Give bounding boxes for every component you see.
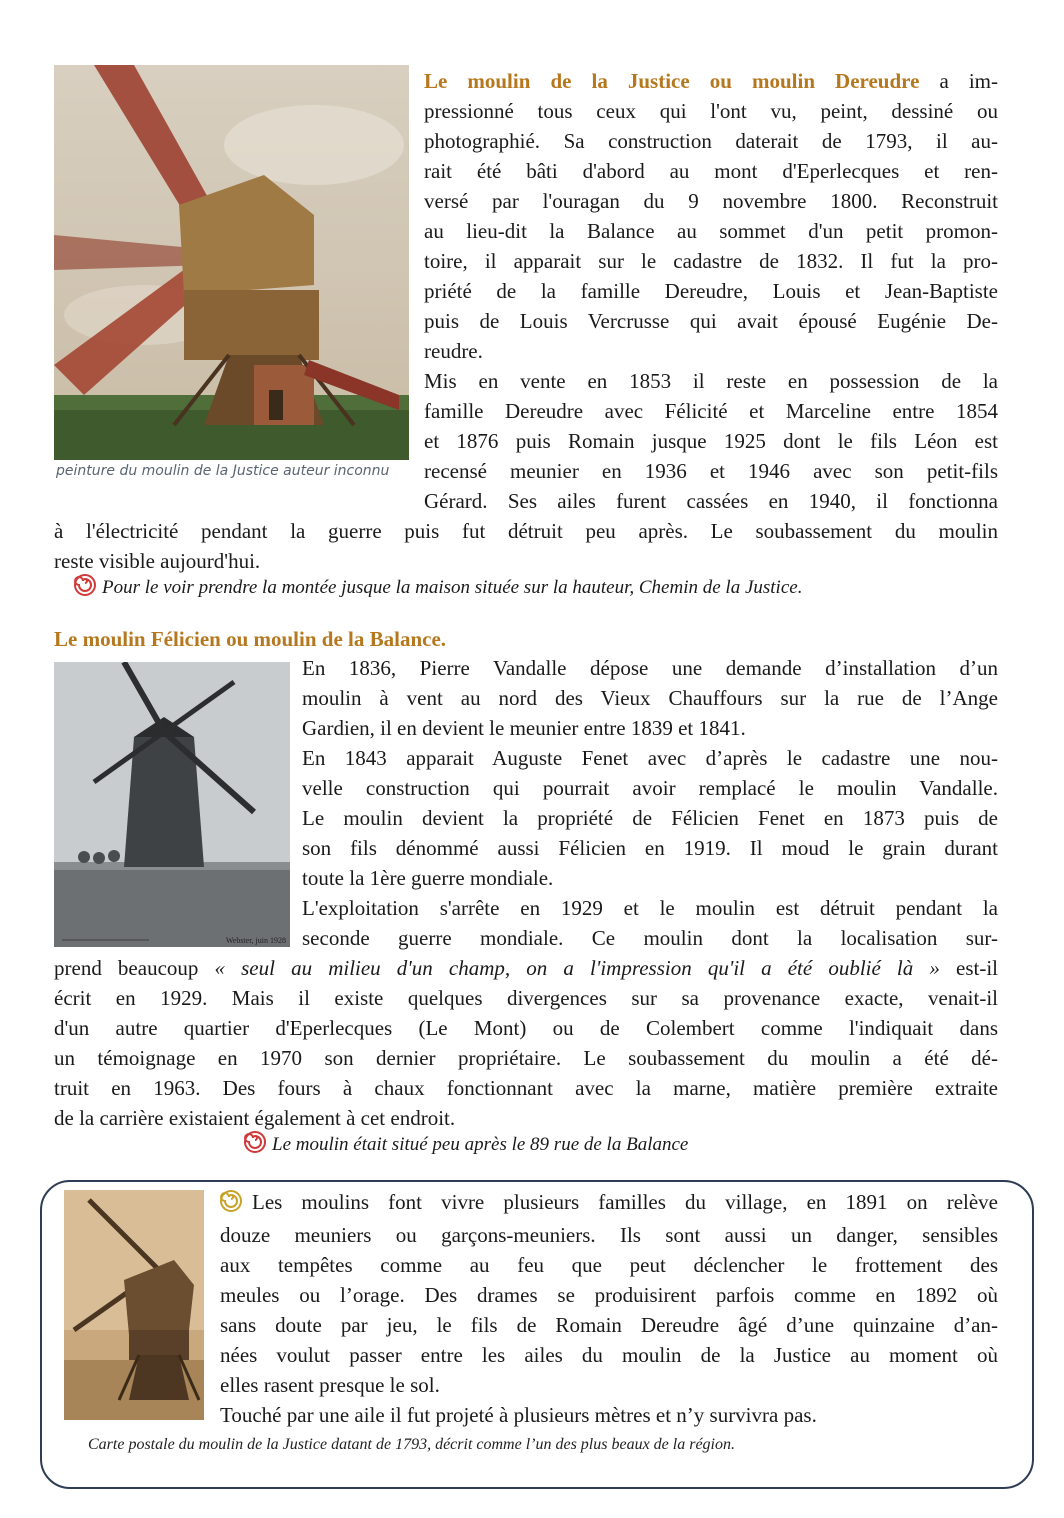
- painting-caption: peinture du moulin de la Justice auteur inconnu: [56, 463, 390, 479]
- section1-line: Mis en vente en 1853 il reste en possession de la: [424, 369, 998, 393]
- felicien-mill-photo: [54, 662, 290, 947]
- section1-line: famille Dereudre avec Félicité et Marceline entre 1854: [424, 399, 998, 423]
- section2-note: Le moulin était situé peu après le 89 rue de la Balance: [244, 1131, 944, 1159]
- box-line: sans doute par jeu, le fils de Romain Dereudre âgé d’une quinzaine d’an-: [220, 1313, 998, 1337]
- section2-line: écrit en 1929. Mais il existe quelques divergences sur sa provenance exacte, venait-il: [54, 986, 998, 1010]
- section1-line: toire, il apparait sur le cadastre de 1832. Il fut la pro-: [424, 249, 998, 273]
- section2-line: En 1843 apparait Auguste Fenet avec d’après le cadastre une nou-: [302, 746, 998, 770]
- section1-line: priété de la famille Dereudre, Louis et Jean-Baptiste: [424, 279, 998, 303]
- section1-line: rait été bâti d'abord au mont d'Eperlecques et ren-: [424, 159, 998, 183]
- box-text: [220, 1187, 998, 1430]
- spiral-icon: [220, 1190, 242, 1220]
- section2-title: Le moulin Félicien ou moulin de la Balance.: [54, 627, 447, 651]
- spiral-icon: [244, 1131, 266, 1159]
- box-line: elles rasent presque le sol.: [220, 1373, 440, 1397]
- section1-note: Pour le voir prendre la montée jusque la maison située sur la hauteur, Chemin de la Justice.: [74, 574, 1004, 602]
- section1-first-line: Le moulin de la Justice ou moulin Dereudre a im-: [424, 69, 999, 93]
- section2-quote: « seul au milieu d'un champ, on a l'impression qu'il a été oublié là »: [214, 956, 940, 980]
- section1-line: à l'électricité pendant la guerre puis fut détruit peu après. Le soubassement du moulin: [54, 519, 998, 543]
- box-line: douze meuniers ou garçons-meuniers. Ils sont aussi un danger, sensibles: [220, 1223, 998, 1247]
- box-line: meules ou l’orage. Des drames se produisirent parfois comme en 1892 où: [220, 1283, 998, 1307]
- box-line: nées voulut passer entre les ailes du moulin de la Justice au moment où: [220, 1343, 998, 1367]
- section1-line: photographié. Sa construction daterait de 1793, il au-: [424, 129, 998, 153]
- section1-text: [424, 66, 998, 516]
- section2-line: d'un autre quartier d'Eperlecques (Le Mont) ou de Colembert comme l'indiquait dans: [54, 1016, 998, 1040]
- section2-line: truit en 1963. Des fours à chaux fonctionnant avec la marne, matière première extraite: [54, 1076, 998, 1100]
- section2-text: [302, 653, 998, 953]
- section1-line: au lieu-dit la Balance au sommet d'un petit promon-: [424, 219, 998, 243]
- justice-mill-painting: [54, 65, 409, 460]
- photo-credit: Webster, juin 1928: [225, 936, 286, 945]
- box-line: aux tempêtes comme au feu que peut déclencher le frottement des: [220, 1253, 998, 1277]
- box-line: Les moulins font vivre plusieurs familles du village, en 1891 on relève: [220, 1187, 998, 1220]
- section1-line: recensé meunier en 1936 et 1946 avec son petit-fils: [424, 459, 998, 483]
- section2-line: seconde guerre mondiale. Ce moulin dont la localisation sur-: [302, 926, 998, 950]
- section2-line: Le moulin devient la propriété de Félicien Fenet en 1873 puis de: [302, 806, 998, 830]
- section2-line: velle construction qui pourrait avoir remplacé le moulin Vandalle.: [302, 776, 998, 800]
- section2-line: En 1836, Pierre Vandalle dépose une demande d’installation d’un: [302, 656, 998, 680]
- section1-title: Le moulin de la Justice ou moulin Dereudre: [424, 69, 920, 93]
- section1-line: versé par l'ouragan du 9 novembre 1800. Reconstruit: [424, 189, 998, 213]
- section2-line: Gardien, il en devient le meunier entre 1839 et 1841.: [302, 716, 746, 740]
- postcard-photo: [64, 1190, 204, 1420]
- section1-line: reudre.: [424, 339, 483, 363]
- section1-line: puis de Louis Vercrusse qui avait épousé Eugénie De-: [424, 309, 998, 333]
- section2-line: un témoignage en 1970 son dernier propriétaire. Le soubassement du moulin a été dé-: [54, 1046, 998, 1070]
- section1-line: reste visible aujourd'hui.: [54, 549, 261, 573]
- section2-line: son fils dénommé aussi Félicien en 1919. Il moud le grain durant: [302, 836, 998, 860]
- postcard-caption: Carte postale du moulin de la Justice datant de 1793, décrit comme l’un des plus beaux de la région.: [88, 1436, 735, 1453]
- section2-line: moulin à vent au nord des Vieux Chauffours sur la rue de l’Ange: [302, 686, 998, 710]
- section1-line: et 1876 puis Romain jusque 1925 dont le fils Léon est: [424, 429, 998, 453]
- section2-line: toute la 1ère guerre mondiale.: [302, 866, 554, 890]
- section1-line: pressionné tous ceux qui l'ont vu, peint, dessiné ou: [424, 99, 998, 123]
- section2-line: prend beaucoup « seul au milieu d'un champ, on a l'impression qu'il a été oublié là » est-il: [54, 956, 998, 980]
- section1-wide-text: [54, 516, 998, 576]
- section2-line: L'exploitation s'arrête en 1929 et le moulin est détruit pendant la: [302, 896, 998, 920]
- section2-line: de la carrière existaient également à cet endroit.: [54, 1106, 456, 1130]
- box-line: Touché par une aile il fut projeté à plusieurs mètres et n’y survivra pas.: [220, 1403, 817, 1427]
- section1-line: Gérard. Ses ailes furent cassées en 1940, il fonctionna: [424, 489, 998, 513]
- section2-wide-text: [54, 953, 998, 1133]
- spiral-icon: [74, 574, 96, 602]
